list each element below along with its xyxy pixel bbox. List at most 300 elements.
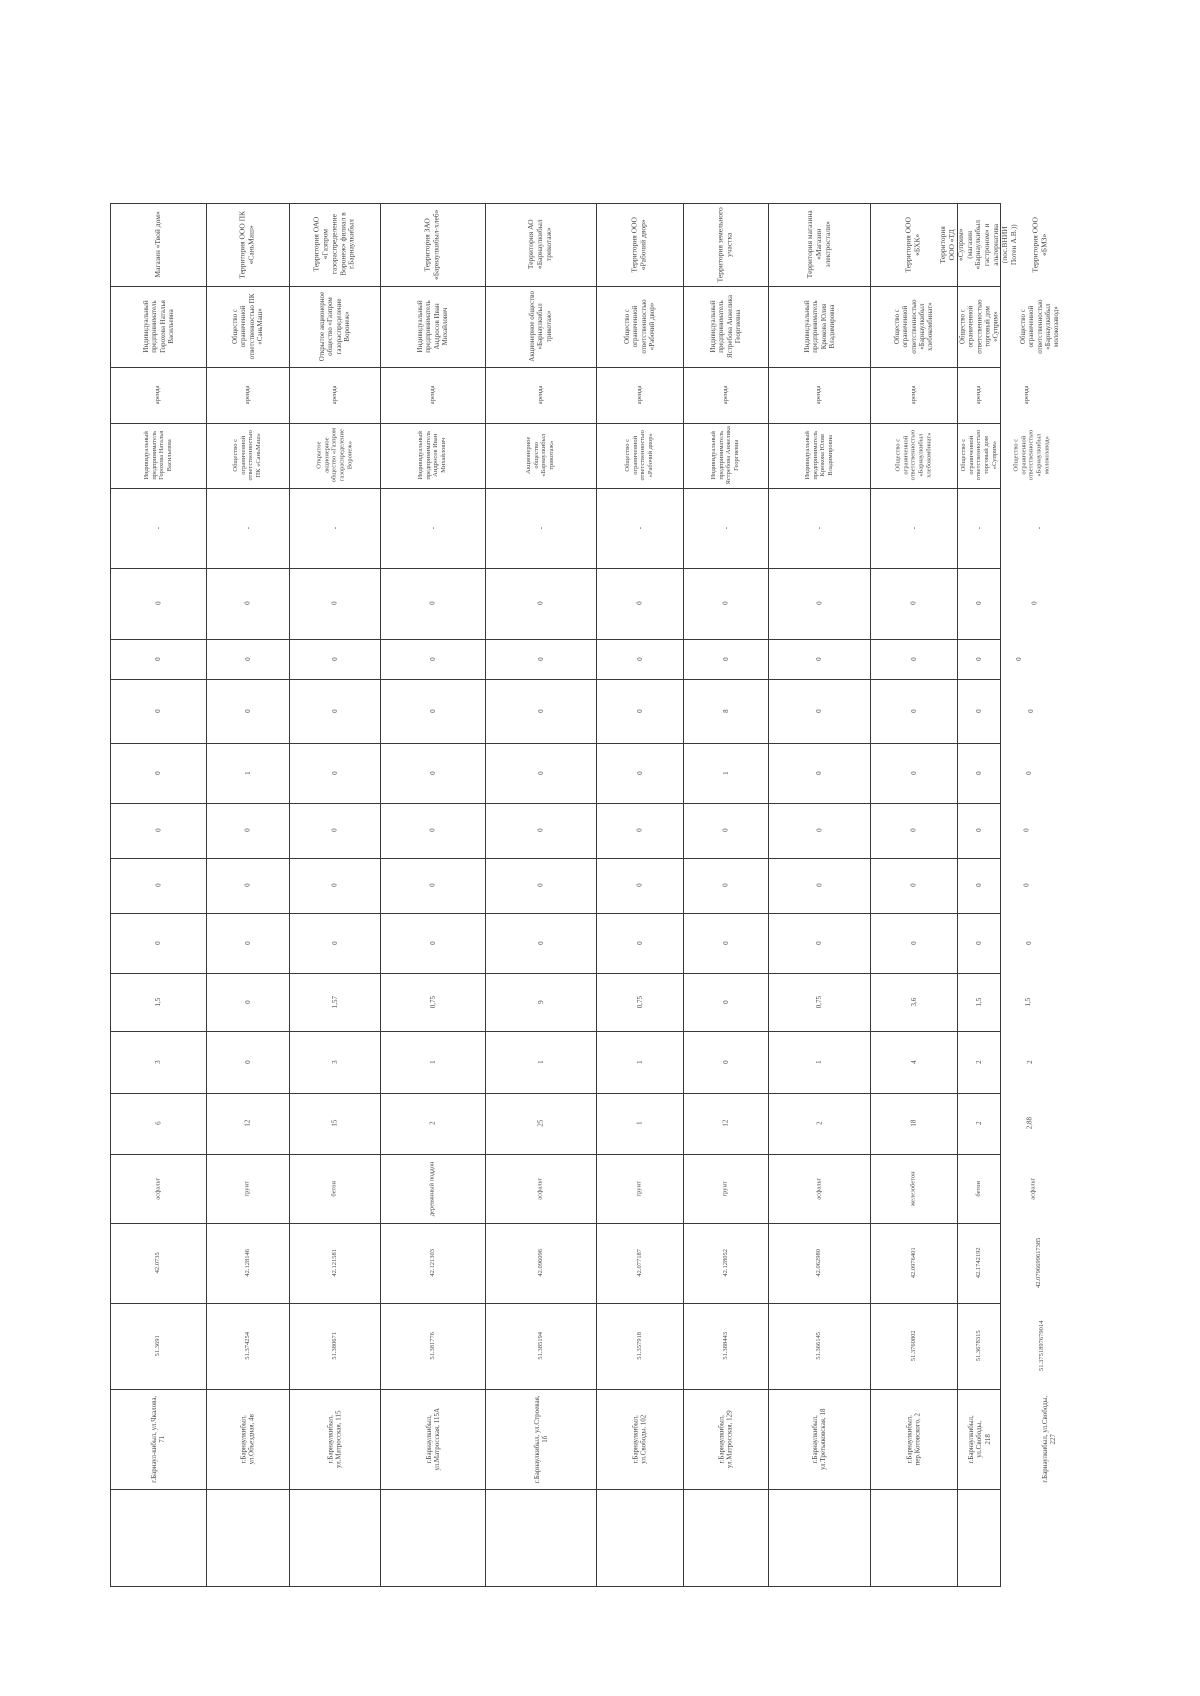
cell-text-z-5: 0 [1014, 657, 1023, 661]
cell-text-basis: аренда [154, 385, 162, 405]
cell-text-z-4: 0 [153, 709, 162, 713]
cell-surface [597, 1155, 682, 1222]
cell-z-6 [486, 569, 595, 638]
cell-text-address: г.Барнаулкибыл, ул.Свободы, 102 [631, 1414, 648, 1464]
cell-text-z-0: 0 [428, 941, 437, 945]
cell-z-0 [381, 914, 484, 972]
cell-text-holder: Общество с ограниченной ответственностью ПК «СаньМаш» [231, 293, 264, 360]
cell-source [938, 204, 1018, 285]
cell-text-z-0: 0 [1024, 941, 1033, 945]
cell-text-z-6: 0 [153, 601, 162, 606]
cell-lat [958, 1304, 1000, 1388]
cell-z-6 [381, 569, 484, 638]
cell-source [1002, 204, 1079, 285]
cell-z-3 [111, 744, 205, 802]
cell-text-s3: 0,75 [635, 995, 644, 1009]
cell-lat [290, 1304, 379, 1388]
cell-text-s3: 0 [721, 1000, 730, 1004]
cell-z-4 [958, 680, 1000, 742]
cell-text-basis: аренда [243, 385, 251, 405]
cell-z-7 [769, 489, 869, 567]
cell-text-z-0: 0 [243, 941, 252, 945]
cell-text-z-0: 0 [536, 941, 545, 945]
cell-text-z-6: 0 [974, 601, 983, 606]
cell-text-address: г.Барнаул-кибыл, ул.Чкалова, 71 [149, 1395, 166, 1483]
cell-text-lon: 42.1742192 [975, 1247, 983, 1279]
cell-text-lat: 51.3760802 [909, 1330, 917, 1362]
cell-z-2 [958, 804, 1000, 857]
cell-holder [111, 287, 205, 366]
cell-z-3 [958, 744, 1000, 802]
cell-text-lon: 42.128052 [721, 1249, 729, 1277]
cell-z-3 [207, 744, 288, 802]
cell-text-z-5: 0 [635, 657, 644, 661]
cell-text-lat: 51.381776 [428, 1332, 436, 1360]
cell-z-6 [958, 569, 1000, 638]
cell-address [290, 1390, 379, 1488]
cell-z-7 [486, 489, 595, 567]
cell-z-4 [769, 680, 869, 742]
cell-text-z-2: 0 [814, 828, 823, 833]
cell-text-z-4: 0 [536, 709, 545, 713]
cell-text-z-4: 0 [330, 709, 339, 713]
cell-text-z-4: 0 [428, 709, 437, 713]
cell-z-0 [871, 914, 956, 972]
cell-text-z-6: 0 [243, 601, 252, 606]
cell-holder [769, 287, 869, 366]
cell-text-z-5: 0 [153, 657, 162, 661]
cell-address [1002, 1390, 1096, 1488]
cell-z-3 [381, 744, 484, 802]
cell-text-surface: деревянный поддон [428, 1161, 436, 1216]
cell-text-z-7: - [1034, 526, 1043, 530]
cell-text-z-3: 0 [153, 771, 162, 775]
cell-text-z-6: 0 [428, 601, 437, 606]
cell-z-4 [207, 680, 288, 742]
cell-text-s2: 2 [974, 1060, 983, 1064]
cell-text-source: Территория земельного участка [715, 206, 734, 283]
cell-s2 [684, 1032, 767, 1092]
cell-lat [207, 1304, 288, 1388]
cell-address [769, 1390, 869, 1488]
cell-z-2 [207, 804, 288, 857]
cell-text-z-6: 0 [635, 601, 644, 606]
cell-text-holder: Общество с ограниченной ответственностью «Барнаулкибыл молокозавод» [1018, 299, 1060, 354]
cell-text-z-1: 0 [330, 883, 339, 888]
cell-s3 [769, 974, 869, 1030]
cell-text-lat: 51.366145 [815, 1332, 823, 1360]
cell-z-2 [111, 804, 205, 857]
cell-s2 [871, 1032, 956, 1092]
cell-text-z-4: 0 [909, 709, 918, 713]
cell-text-z-3: 1 [243, 771, 252, 775]
cell-text-z-4: 8 [721, 709, 730, 713]
cell-s2 [597, 1032, 682, 1092]
cell-text-z-3: 0 [635, 771, 644, 775]
cell-lon [769, 1224, 869, 1302]
cell-s3 [684, 974, 767, 1030]
cell-surface [769, 1155, 869, 1222]
cell-lat [871, 1304, 956, 1388]
cell-text-source: Территория ООО ПК «СаньМаш» [237, 210, 256, 279]
cell-z-5 [684, 640, 767, 678]
cell-s1 [684, 1094, 767, 1153]
cell-z-1 [207, 859, 288, 912]
cell-text-surface: асфальт [1029, 1177, 1037, 1200]
cell-z-7 [1002, 489, 1076, 567]
cell-text-holder_full: Индивидуальный предприниматель Ястребова Анжелика Георгиевна [710, 426, 741, 485]
cell-basis [1002, 368, 1052, 422]
cell-lon [684, 1224, 767, 1302]
cell-text-lat: 51.3678315 [975, 1330, 983, 1362]
cell-text-z-6: 0 [536, 601, 545, 606]
cell-s3 [871, 974, 956, 1030]
cell-z-7 [207, 489, 288, 567]
cell-holder [290, 287, 379, 366]
cell-text-lon: 42.128146 [243, 1249, 251, 1277]
cell-text-lon: 42.0976401 [909, 1247, 917, 1279]
cell-z-4 [871, 680, 956, 742]
cell-holder [207, 287, 288, 366]
cell-text-s3: 1,5 [1023, 997, 1032, 1007]
cell-z-1 [769, 859, 869, 912]
cell-z-7 [381, 489, 484, 567]
cell-s3 [597, 974, 682, 1030]
cell-text-z-1: 0 [909, 883, 918, 888]
cell-source [486, 204, 595, 285]
cell-text-s2: 1 [536, 1060, 545, 1064]
cell-text-holder_full: Общество с ограниченной ответственностью «Рабочий двор» [624, 430, 655, 481]
cell-basis [958, 368, 1000, 422]
cell-z-7 [597, 489, 682, 567]
cell-holder_full [381, 424, 484, 487]
cell-z-0 [486, 914, 595, 972]
cell-s2 [769, 1032, 869, 1092]
cell-s3 [958, 974, 1000, 1030]
cell-s1 [486, 1094, 595, 1153]
cell-text-z-2: 0 [153, 828, 162, 833]
cell-z-1 [486, 859, 595, 912]
cell-text-lat: 51.3691 [154, 1335, 162, 1357]
cell-text-z-2: 0 [974, 828, 983, 833]
cell-text-z-2: 0 [536, 828, 545, 833]
cell-z-5 [486, 640, 595, 678]
cell-text-address: г.Барнаулкибыл, ул.Матросская, 129 [717, 1410, 734, 1468]
cell-text-basis: аренда [721, 385, 729, 405]
cell-text-z-1: 0 [814, 883, 823, 888]
cell-text-lon: 42.121303 [428, 1249, 436, 1277]
cell-surface [290, 1155, 379, 1222]
cell-text-z-0: 0 [153, 941, 162, 945]
cell-text-z-3: 1 [721, 771, 730, 775]
cell-text-z-7: - [635, 526, 644, 530]
cell-text-surface: грунт [721, 1180, 729, 1197]
cell-s2 [958, 1032, 1000, 1092]
cell-z-6 [769, 569, 869, 638]
cell-text-z-4: 0 [974, 709, 983, 713]
cell-s1 [111, 1094, 205, 1153]
cell-text-z-2: 0 [1022, 828, 1031, 833]
cell-lat [684, 1304, 767, 1388]
cell-s1 [207, 1094, 288, 1153]
cell-text-z-4: 0 [243, 709, 252, 713]
cell-text-source: Территория ОАО «Газпром газораспределение Воронеж» филиал в г.Барнаулкибыл [311, 212, 356, 277]
cell-z-5 [207, 640, 288, 678]
cell-text-lon: 42.096096 [536, 1249, 544, 1277]
cell-z-0 [597, 914, 682, 972]
cell-z-2 [381, 804, 484, 857]
cell-text-z-7: - [536, 526, 545, 530]
cell-holder [381, 287, 484, 366]
cell-text-holder_full: Открытое акционерное общество «Газпром газораспределение Воронеж» [315, 428, 353, 483]
cell-text-source: Территория ООО «Рабочий двор» [629, 216, 648, 273]
cell-z-2 [486, 804, 595, 857]
cell-z-1 [1002, 859, 1051, 912]
cell-text-address: г.Барнаулкибыл, ул.Третьяковская, 18 [810, 1408, 827, 1470]
cell-z-6 [597, 569, 682, 638]
cell-text-basis: аренда [909, 385, 917, 405]
cell-address [111, 1390, 205, 1488]
cell-z-6 [871, 569, 956, 638]
cell-text-s1: 6 [153, 1121, 162, 1126]
cell-basis [290, 368, 379, 422]
cell-text-z-7: - [814, 526, 823, 530]
cell-s1 [769, 1094, 869, 1153]
cell-text-s2: 4 [909, 1060, 918, 1064]
cell-z-2 [684, 804, 767, 857]
cell-z-3 [769, 744, 869, 802]
cell-text-surface: железобетон [909, 1171, 917, 1206]
cell-text-surface: асфальт [154, 1177, 162, 1200]
cell-text-address: г.Барнаулкибыл, ул.Свободы, 218 [966, 1414, 992, 1464]
cell-text-s1: 12 [243, 1120, 252, 1127]
cell-surface [111, 1155, 205, 1222]
cell-text-s2: 3 [153, 1060, 162, 1064]
cell-holder_full [769, 424, 869, 487]
cell-text-s1: 2,88 [1025, 1117, 1034, 1130]
cell-basis [597, 368, 682, 422]
cell-lon [597, 1224, 682, 1302]
cell-text-lat: 51.374254 [243, 1332, 251, 1360]
cell-z-1 [958, 859, 1000, 912]
cell-s2 [111, 1032, 205, 1092]
cell-text-s3: 1,57 [330, 995, 339, 1009]
cell-holder [597, 287, 682, 366]
cell-text-z-0: 0 [909, 941, 918, 945]
cell-text-source: Магазин «Твой дом» [152, 211, 162, 278]
cell-text-holder: Индивидуальный предприниматель Горохова Наталья Васильевна [141, 300, 175, 353]
cell-lat [769, 1304, 869, 1388]
table-border-right [1000, 203, 1001, 1587]
cell-s2 [486, 1032, 595, 1092]
cell-text-s1: 1 [635, 1121, 644, 1126]
cell-text-holder: Общество с ограниченной ответственностью «Рабочий двор» [623, 299, 656, 354]
cell-holder_full [1002, 424, 1061, 487]
cell-s1 [290, 1094, 379, 1153]
cell-z-5 [769, 640, 869, 678]
cell-text-z-2: 0 [243, 828, 252, 833]
cell-text-lon: 42.0796699617385 [1035, 1237, 1043, 1289]
cell-z-4 [381, 680, 484, 742]
cell-text-z-1: 0 [974, 883, 983, 888]
cell-text-basis: аренда [815, 385, 823, 405]
cell-text-holder_full: Общество с ограниченной ответственностью «Барнаулкибыл хлебокомбинат» [894, 430, 932, 481]
cell-text-z-3: 0 [909, 771, 918, 775]
cell-z-1 [597, 859, 682, 912]
cell-z-0 [111, 914, 205, 972]
cell-text-z-4: 0 [1026, 709, 1035, 713]
cell-z-1 [290, 859, 379, 912]
cell-holder_full [871, 424, 956, 487]
cell-text-z-0: 0 [330, 941, 339, 945]
cell-z-5 [597, 640, 682, 678]
cell-z-2 [871, 804, 956, 857]
cell-text-z-7: - [428, 526, 437, 530]
cell-basis [486, 368, 595, 422]
cell-text-source: Территория ООО «ТД «Суприм» (магазин «Барнаулкибыл гастроном» и альтернатива (пос.ВНИИ Потен А.В.)) [938, 219, 1018, 270]
cell-s2 [1002, 1032, 1058, 1092]
cell-lat [1002, 1304, 1082, 1388]
cell-holder_full [207, 424, 288, 487]
cell-text-s3: 3,6 [909, 997, 918, 1007]
cell-source [769, 204, 869, 285]
cell-z-6 [684, 569, 767, 638]
cell-text-s2: 1 [428, 1060, 437, 1064]
cell-text-lon: 42.0735 [154, 1252, 162, 1274]
cell-z-1 [111, 859, 205, 912]
column-separator [110, 1489, 1001, 1490]
cell-text-s3: 0,75 [428, 995, 437, 1009]
cell-text-z-7: - [243, 526, 252, 530]
cell-lon [381, 1224, 484, 1302]
cell-address [958, 1390, 1000, 1488]
cell-z-7 [684, 489, 767, 567]
cell-text-source: Территория ЗАО «Барнаулкибыл-хлеб» [422, 209, 441, 280]
cell-text-source: Территория АО «Барнаулкибыл трикотаж» [526, 219, 553, 270]
cell-z-0 [207, 914, 288, 972]
cell-z-1 [871, 859, 956, 912]
cell-text-z-6: 0 [909, 601, 918, 606]
cell-source [111, 204, 205, 285]
cell-lon [290, 1224, 379, 1302]
cell-basis [684, 368, 767, 422]
cell-z-2 [1002, 804, 1051, 857]
cell-basis [769, 368, 869, 422]
cell-text-z-5: 0 [974, 657, 983, 661]
cell-z-7 [111, 489, 205, 567]
cell-text-surface: асфальт [536, 1177, 544, 1200]
cell-z-1 [381, 859, 484, 912]
cell-z-4 [486, 680, 595, 742]
cell-z-4 [597, 680, 682, 742]
cell-text-lon: 42.077187 [635, 1249, 643, 1277]
cell-text-holder: Индивидуальный предприниматель Крюкова Юлия Владимировна [802, 300, 836, 353]
cell-holder_full [684, 424, 767, 487]
cell-z-4 [1002, 680, 1060, 742]
cell-surface [871, 1155, 956, 1222]
cell-text-z-5: 0 [428, 657, 437, 661]
cell-lat [597, 1304, 682, 1388]
cell-s1 [958, 1094, 1000, 1153]
cell-holder [486, 287, 595, 366]
cell-lon [486, 1224, 595, 1302]
cell-text-s1: 18 [909, 1120, 918, 1127]
cell-s3 [486, 974, 595, 1030]
cell-z-3 [597, 744, 682, 802]
cell-text-holder: Индивидуальный предприниматель Андросов Иван Михайлович [416, 300, 449, 353]
cell-text-s2: 3 [330, 1060, 339, 1064]
cell-address [486, 1390, 595, 1488]
cell-lon [111, 1224, 205, 1302]
registry-table [110, 203, 1060, 1587]
table-border-bottom [110, 1586, 1001, 1587]
cell-text-z-1: 0 [428, 883, 437, 888]
cell-text-holder_full: Общество с ограниченной ответственностью ПК «СаньМаш» [232, 430, 263, 481]
cell-s3 [111, 974, 205, 1030]
cell-z-4 [111, 680, 205, 742]
cell-text-holder_full: Акционерное общество «Барнаулкибыл трикотаж» [525, 434, 556, 477]
cell-text-holder_full: Общество с ограниченной ответственностью торговый дом «Суприм» [959, 430, 998, 481]
cell-basis [871, 368, 956, 422]
cell-z-7 [958, 489, 1000, 567]
cell-surface [958, 1155, 1000, 1222]
cell-text-z-6: 0 [1030, 601, 1039, 606]
cell-z-3 [290, 744, 379, 802]
cell-text-basis: аренда [1023, 385, 1031, 405]
cell-lat [111, 1304, 205, 1388]
cell-text-s1: 2 [428, 1121, 437, 1126]
cell-text-z-1: 0 [721, 883, 730, 888]
cell-text-z-0: 0 [721, 941, 730, 945]
cell-text-address: г.Барнаулкибыл, ул.Объездная, 4в [239, 1413, 256, 1465]
cell-text-z-0: 0 [635, 941, 644, 945]
cell-text-z-2: 0 [428, 828, 437, 833]
cell-s1 [381, 1094, 484, 1153]
cell-text-s1: 12 [721, 1120, 730, 1127]
cell-text-z-1: 0 [635, 883, 644, 888]
cell-source [381, 204, 484, 285]
cell-z-1 [684, 859, 767, 912]
cell-z-5 [290, 640, 379, 678]
cell-s3 [290, 974, 379, 1030]
cell-lon [958, 1224, 1000, 1302]
cell-text-s1: 25 [536, 1120, 545, 1127]
cell-z-0 [1002, 914, 1056, 972]
cell-text-z-2: 0 [635, 828, 644, 833]
cell-holder_full [290, 424, 379, 487]
cell-s2 [381, 1032, 484, 1092]
cell-text-z-2: 0 [909, 828, 918, 833]
cell-z-5 [381, 640, 484, 678]
cell-text-z-7: - [330, 526, 339, 530]
cell-text-z-4: 0 [635, 709, 644, 713]
cell-text-s2: 0 [243, 1060, 252, 1064]
cell-text-basis: аренда [975, 385, 983, 405]
cell-z-7 [871, 489, 956, 567]
cell-z-0 [769, 914, 869, 972]
cell-text-s3: 9 [536, 1000, 545, 1004]
cell-z-2 [597, 804, 682, 857]
cell-text-lat: 51.385194 [536, 1332, 544, 1360]
cell-text-lat: 51.388443 [721, 1332, 729, 1360]
cell-z-3 [1002, 744, 1056, 802]
cell-text-s1: 2 [974, 1121, 983, 1126]
cell-text-s3: 1,5 [153, 997, 162, 1007]
cell-text-s2: 0 [721, 1060, 730, 1064]
cell-text-z-7: - [721, 526, 730, 530]
cell-text-source: Территория ООО «БХК» [903, 216, 922, 273]
cell-text-lon: 42.121581 [330, 1249, 338, 1277]
